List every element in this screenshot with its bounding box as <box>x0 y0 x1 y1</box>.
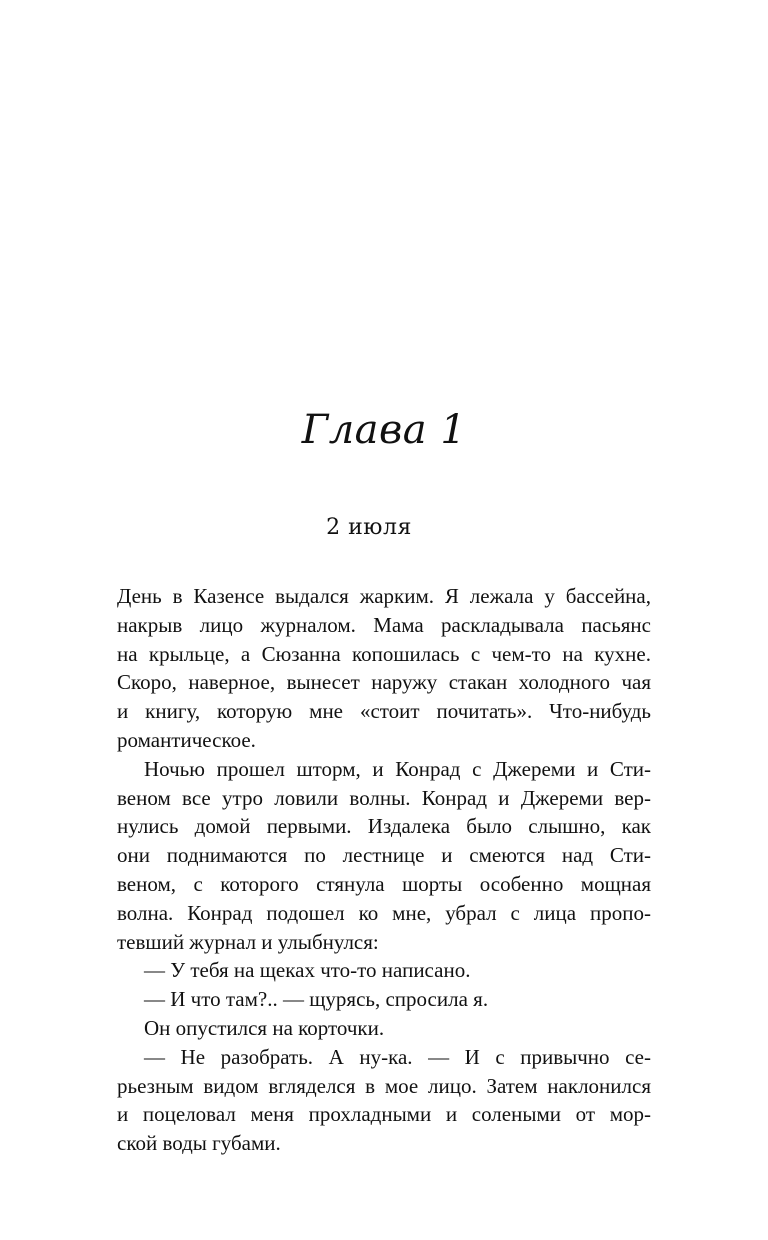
text-line: — У тебя на щеках что-то написано. <box>144 958 471 983</box>
text-line: Скоро, наверное, вынесет наружу стакан холодного чая <box>117 670 651 695</box>
text-line: нулись домой первыми. Издалека было слышно, как <box>117 814 651 839</box>
text-line: они поднимаются по лестнице и смеются над Сти- <box>117 843 651 868</box>
text-line: волна. Конрад подошел ко мне, убрал с лица пропо- <box>117 900 651 925</box>
chapter-title: Глава 1 <box>301 407 467 453</box>
text-line: День в Казенсе выдался жарким. Я лежала у бассейна, <box>117 584 651 608</box>
text-line: — И что там?.. — щурясь, спросила я. <box>144 987 489 1012</box>
text-line: — Не разобрать. А ну-ка. — И с привычно се- <box>144 1044 651 1069</box>
text-line: и книгу, которую мне «стоит почитать». Что-нибудь <box>117 699 651 724</box>
text-line: ской воды губами. <box>117 1131 281 1156</box>
chapter-text <box>117 582 651 1158</box>
text-line: и поцеловал меня прохладными и солеными от мор- <box>117 1102 651 1127</box>
text-line: веном, с которого стянула шорты особенно мощная <box>117 871 651 896</box>
text-line: рьезным видом вгляделся в мое лицо. Затем наклонился <box>117 1073 651 1098</box>
text-line: веном все утро ловили волны. Конрад и Джереми вер- <box>117 785 651 810</box>
chapter-date: 2 июля <box>326 515 412 540</box>
text-line: Ночью прошел шторм, и Конрад с Джереми и Сти- <box>144 756 651 781</box>
text-line: накрыв лицо журналом. Мама раскладывала пасьянс <box>117 612 651 637</box>
text-line: Он опустился на корточки. <box>144 1015 385 1040</box>
text-line: тевший журнал и улыбнулся: <box>117 929 379 954</box>
text-line: романтическое. <box>117 727 256 752</box>
text-line: на крыльце, а Сюзанна копошилась с чем-то на кухне. <box>117 641 651 666</box>
